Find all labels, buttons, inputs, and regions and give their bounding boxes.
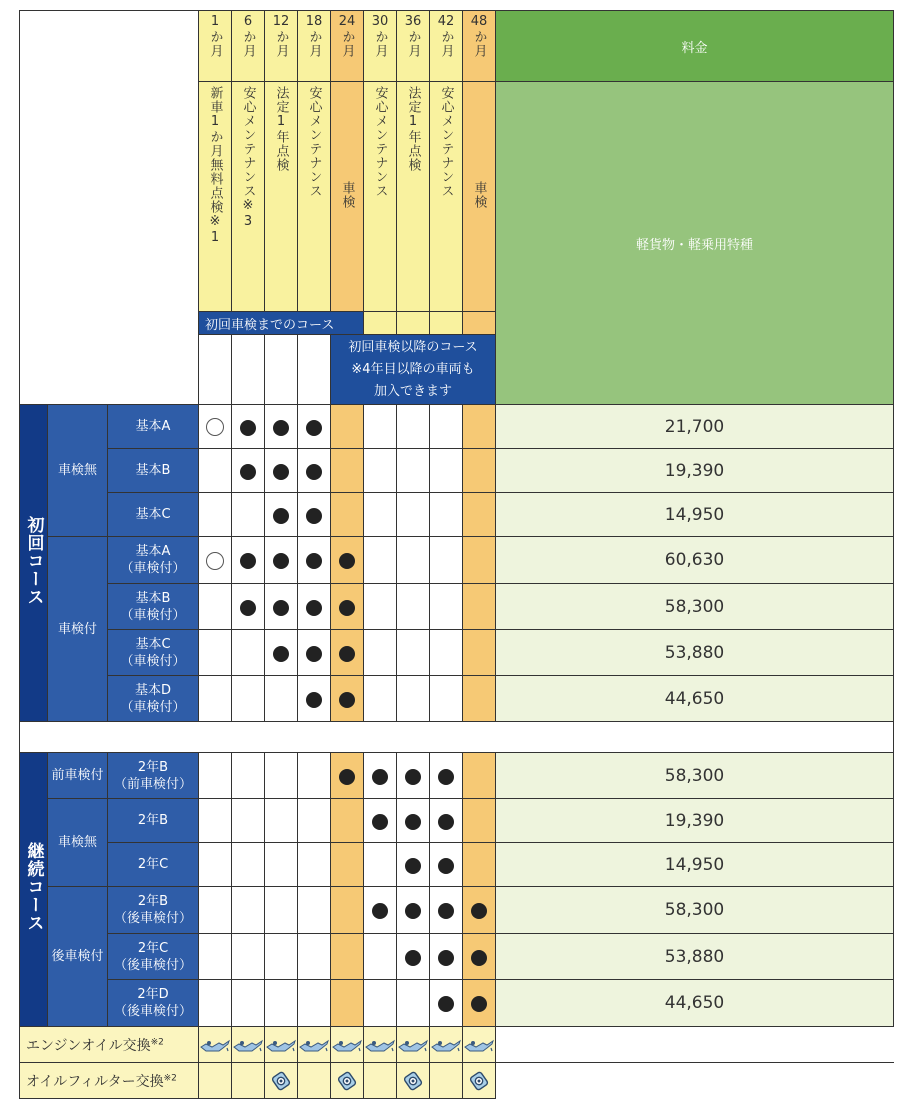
oil-can-icon <box>265 1039 297 1053</box>
schedule-cell <box>397 843 430 887</box>
inspection-header: 安心メンテナンス <box>298 82 331 312</box>
schedule-cell <box>397 449 430 493</box>
schedule-cell <box>397 799 430 843</box>
month-header: 42 か月 <box>430 11 463 82</box>
schedule-cell <box>331 980 364 1027</box>
schedule-cell <box>232 980 265 1027</box>
filled-circle-icon <box>306 600 322 616</box>
schedule-cell <box>199 843 232 887</box>
schedule-cell <box>298 537 331 584</box>
schedule-cell <box>463 493 496 537</box>
schedule-cell <box>298 887 331 934</box>
schedule-cell <box>364 493 397 537</box>
schedule-cell <box>331 449 364 493</box>
schedule-cell <box>463 934 496 980</box>
schedule-cell <box>430 449 463 493</box>
schedule-cell <box>430 584 463 630</box>
footer-cell <box>232 1027 265 1063</box>
plan-name: 基本B <box>108 449 199 493</box>
filled-circle-icon <box>339 692 355 708</box>
inspection-header: 安心メンテナンス <box>364 82 397 312</box>
plan-name: 基本A <box>108 405 199 449</box>
filled-circle-icon <box>405 858 421 874</box>
schedule-cell <box>397 934 430 980</box>
schedule-cell <box>463 843 496 887</box>
schedule-cell <box>232 887 265 934</box>
footer-cell <box>430 1027 463 1063</box>
schedule-cell <box>232 843 265 887</box>
schedule-cell <box>331 405 364 449</box>
filled-circle-icon <box>372 903 388 919</box>
month-header: 18 か月 <box>298 11 331 82</box>
schedule-cell <box>463 537 496 584</box>
schedule-cell <box>232 753 265 799</box>
oil-filter-icon <box>270 1070 292 1092</box>
filled-circle-icon <box>273 553 289 569</box>
plan-name: 2年B （前車検付） <box>108 753 199 799</box>
schedule-cell <box>331 630 364 676</box>
schedule-cell <box>331 934 364 980</box>
filled-circle-icon <box>471 903 487 919</box>
footer-cell <box>232 1063 265 1099</box>
filled-circle-icon <box>339 600 355 616</box>
schedule-cell <box>298 630 331 676</box>
oil-can-icon <box>199 1039 231 1053</box>
footer-cell <box>298 1027 331 1063</box>
plan-row <box>20 584 894 630</box>
schedule-cell <box>463 753 496 799</box>
footer-cell <box>199 1027 232 1063</box>
plan-name: 基本C （車検付） <box>108 630 199 676</box>
filled-circle-icon <box>405 814 421 830</box>
filled-circle-icon <box>339 553 355 569</box>
course-after-first-label: 初回車検以降のコース ※4年目以降の車両も 加入できます <box>331 335 496 405</box>
footer-label: エンジンオイル交換$^{※2}$ <box>20 1027 199 1063</box>
month-header: 6 か月 <box>232 11 265 82</box>
schedule-cell <box>430 493 463 537</box>
plan-name: 基本C <box>108 493 199 537</box>
month-header: 24 か月 <box>331 11 364 82</box>
oil-can-icon <box>364 1039 396 1053</box>
plan-name: 2年C （後車検付） <box>108 934 199 980</box>
inspection-header: 車検 <box>331 82 364 312</box>
plan-name: 2年B <box>108 799 199 843</box>
footer-cell <box>265 1063 298 1099</box>
filled-circle-icon <box>306 508 322 524</box>
schedule-cell <box>463 676 496 722</box>
footer-cell <box>199 1063 232 1099</box>
schedule-cell <box>199 934 232 980</box>
filled-circle-icon <box>405 950 421 966</box>
schedule-cell <box>430 676 463 722</box>
plan-row <box>20 753 894 799</box>
plan-row <box>20 887 894 934</box>
course-until-first-label: 初回車検までのコース <box>199 312 364 335</box>
oil-filter-icon <box>336 1070 358 1092</box>
group-with-inspection: 車検付 <box>48 537 108 722</box>
schedule-cell <box>199 753 232 799</box>
schedule-cell <box>298 676 331 722</box>
filled-circle-icon <box>306 464 322 480</box>
plan-row <box>20 799 894 843</box>
filled-circle-icon <box>273 508 289 524</box>
filled-circle-icon <box>438 769 454 785</box>
plan-row <box>20 934 894 980</box>
schedule-cell <box>232 630 265 676</box>
schedule-cell <box>331 493 364 537</box>
filled-circle-icon <box>438 950 454 966</box>
filled-circle-icon <box>471 996 487 1012</box>
schedule-cell <box>298 980 331 1027</box>
plan-row <box>20 980 894 1027</box>
schedule-cell <box>199 887 232 934</box>
filled-circle-icon <box>240 600 256 616</box>
inspection-header: 法定1年点検 <box>397 82 430 312</box>
price-cell: 60,630 <box>496 537 894 584</box>
schedule-cell <box>463 449 496 493</box>
schedule-cell <box>265 584 298 630</box>
plan-name: 基本A （車検付） <box>108 537 199 584</box>
price-cell: 19,390 <box>496 449 894 493</box>
schedule-cell <box>463 630 496 676</box>
schedule-cell <box>364 843 397 887</box>
price-cell: 19,390 <box>496 799 894 843</box>
schedule-cell <box>232 405 265 449</box>
plan-row <box>20 843 894 887</box>
schedule-cell <box>265 405 298 449</box>
schedule-cell <box>298 799 331 843</box>
schedule-cell <box>430 630 463 676</box>
schedule-cell <box>397 887 430 934</box>
schedule-cell <box>430 843 463 887</box>
month-header: 48 か月 <box>463 11 496 82</box>
plan-name: 基本D （車検付） <box>108 676 199 722</box>
schedule-cell <box>265 753 298 799</box>
schedule-cell <box>265 980 298 1027</box>
schedule-cell <box>397 537 430 584</box>
plan-row <box>20 630 894 676</box>
schedule-cell <box>364 405 397 449</box>
filled-circle-icon <box>438 903 454 919</box>
schedule-cell <box>298 449 331 493</box>
schedule-cell <box>232 449 265 493</box>
schedule-cell <box>199 584 232 630</box>
footer-cell <box>364 1027 397 1063</box>
plan-name: 2年B （後車検付） <box>108 887 199 934</box>
oil-can-icon <box>232 1039 264 1053</box>
schedule-cell <box>199 980 232 1027</box>
plan-row <box>20 676 894 722</box>
filled-circle-icon <box>273 600 289 616</box>
schedule-cell <box>397 584 430 630</box>
month-header: 1 か月 <box>199 11 232 82</box>
schedule-cell <box>364 537 397 584</box>
schedule-cell <box>463 584 496 630</box>
schedule-cell <box>298 584 331 630</box>
schedule-cell <box>199 799 232 843</box>
schedule-cell <box>232 934 265 980</box>
schedule-cell <box>265 493 298 537</box>
schedule-cell <box>265 676 298 722</box>
oil-filter-icon <box>402 1070 424 1092</box>
schedule-cell <box>232 493 265 537</box>
plan-row <box>20 405 894 449</box>
schedule-cell <box>397 676 430 722</box>
filled-circle-icon <box>372 814 388 830</box>
footer-cell <box>430 1063 463 1099</box>
footer-cell <box>364 1063 397 1099</box>
plan-row <box>20 449 894 493</box>
filled-circle-icon <box>438 814 454 830</box>
schedule-cell <box>430 537 463 584</box>
schedule-cell <box>364 449 397 493</box>
price-cell: 14,950 <box>496 493 894 537</box>
schedule-cell <box>364 753 397 799</box>
schedule-cell <box>298 934 331 980</box>
schedule-cell <box>298 493 331 537</box>
schedule-cell <box>199 405 232 449</box>
oil-can-icon <box>463 1039 495 1053</box>
oil-can-icon <box>298 1039 330 1053</box>
schedule-cell <box>199 449 232 493</box>
plan-name: 2年D （後車検付） <box>108 980 199 1027</box>
schedule-cell <box>364 934 397 980</box>
filled-circle-icon <box>240 464 256 480</box>
filled-circle-icon <box>372 769 388 785</box>
footer-cell <box>397 1027 430 1063</box>
schedule-cell <box>364 630 397 676</box>
inspection-header: 安心メンテナンス <box>430 82 463 312</box>
price-cell: 21,700 <box>496 405 894 449</box>
filled-circle-icon <box>339 646 355 662</box>
oil-can-icon <box>397 1039 429 1053</box>
oil-can-icon <box>430 1039 462 1053</box>
filled-circle-icon <box>339 769 355 785</box>
footer-cell <box>397 1063 430 1099</box>
price-cell: 53,880 <box>496 630 894 676</box>
schedule-cell <box>331 753 364 799</box>
schedule-cell <box>364 980 397 1027</box>
filled-circle-icon <box>273 464 289 480</box>
oil-filter-icon <box>468 1070 490 1092</box>
schedule-cell <box>430 980 463 1027</box>
footer-label: オイルフィルター交換$^{※2}$ <box>20 1063 199 1099</box>
filled-circle-icon <box>438 858 454 874</box>
filled-circle-icon <box>306 646 322 662</box>
schedule-cell <box>397 493 430 537</box>
filled-circle-icon <box>405 903 421 919</box>
open-circle-icon <box>206 418 224 436</box>
month-header: 36 か月 <box>397 11 430 82</box>
schedule-cell <box>430 934 463 980</box>
price-cell: 44,650 <box>496 676 894 722</box>
schedule-cell <box>298 843 331 887</box>
price-cell: 58,300 <box>496 887 894 934</box>
fee-header: 料金 <box>496 11 894 82</box>
filled-circle-icon <box>273 646 289 662</box>
price-cell: 58,300 <box>496 753 894 799</box>
schedule-cell <box>199 537 232 584</box>
plan-name: 基本B （車検付） <box>108 584 199 630</box>
price-cell: 53,880 <box>496 934 894 980</box>
schedule-cell <box>463 887 496 934</box>
schedule-cell <box>265 630 298 676</box>
schedule-cell <box>331 799 364 843</box>
group-post-inspection: 後車検付 <box>48 887 108 1027</box>
vehicle-type-header: 軽貨物・軽乗用特種 <box>496 82 894 405</box>
schedule-cell <box>463 405 496 449</box>
maintenance-pack-table-container <box>19 10 894 1099</box>
schedule-cell <box>397 630 430 676</box>
schedule-cell <box>364 799 397 843</box>
schedule-cell <box>331 676 364 722</box>
schedule-cell <box>397 753 430 799</box>
inspection-header: 法定1年点検 <box>265 82 298 312</box>
filled-circle-icon <box>306 553 322 569</box>
plan-name: 2年C <box>108 843 199 887</box>
schedule-cell <box>331 537 364 584</box>
plan-row <box>20 537 894 584</box>
schedule-cell <box>331 887 364 934</box>
schedule-cell <box>364 676 397 722</box>
filled-circle-icon <box>273 420 289 436</box>
schedule-cell <box>430 799 463 843</box>
schedule-cell <box>265 449 298 493</box>
schedule-cell <box>199 676 232 722</box>
first-course-label: 初回コース <box>20 405 48 722</box>
filled-circle-icon <box>306 692 322 708</box>
schedule-cell <box>331 584 364 630</box>
schedule-cell <box>298 753 331 799</box>
group-no-inspection: 車検無 <box>48 799 108 887</box>
price-cell: 44,650 <box>496 980 894 1027</box>
filled-circle-icon <box>306 420 322 436</box>
group-pre-inspection: 前車検付 <box>48 753 108 799</box>
inspection-header: 新車1か月無料点検※1 <box>199 82 232 312</box>
open-circle-icon <box>206 552 224 570</box>
schedule-cell <box>265 799 298 843</box>
footer-cell <box>463 1027 496 1063</box>
inspection-header: 車検 <box>463 82 496 312</box>
schedule-cell <box>430 753 463 799</box>
footer-cell <box>463 1063 496 1099</box>
filled-circle-icon <box>438 996 454 1012</box>
schedule-cell <box>397 980 430 1027</box>
price-cell: 58,300 <box>496 584 894 630</box>
schedule-cell <box>463 980 496 1027</box>
schedule-cell <box>265 537 298 584</box>
month-header: 12 か月 <box>265 11 298 82</box>
schedule-cell <box>430 405 463 449</box>
schedule-cell <box>331 843 364 887</box>
schedule-cell <box>265 934 298 980</box>
schedule-cell <box>298 405 331 449</box>
schedule-cell <box>232 537 265 584</box>
inspection-header: 安心メンテナンス※3 <box>232 82 265 312</box>
schedule-cell <box>232 584 265 630</box>
schedule-cell <box>232 799 265 843</box>
schedule-cell <box>265 843 298 887</box>
maintenance-pack-table <box>19 10 894 1099</box>
footer-cell <box>331 1063 364 1099</box>
filled-circle-icon <box>240 553 256 569</box>
footer-cell <box>331 1027 364 1063</box>
schedule-cell <box>265 887 298 934</box>
price-cell: 14,950 <box>496 843 894 887</box>
month-header: 30 か月 <box>364 11 397 82</box>
schedule-cell <box>364 584 397 630</box>
continuing-course-label: 継続コース <box>20 753 48 1027</box>
oil-can-icon <box>331 1039 363 1053</box>
plan-row <box>20 493 894 537</box>
schedule-cell <box>199 493 232 537</box>
filled-circle-icon <box>471 950 487 966</box>
schedule-cell <box>397 405 430 449</box>
filled-circle-icon <box>240 420 256 436</box>
schedule-cell <box>430 887 463 934</box>
corner-blank <box>20 11 199 405</box>
filled-circle-icon <box>405 769 421 785</box>
schedule-cell <box>199 630 232 676</box>
group-no-inspection: 車検無 <box>48 405 108 537</box>
footer-cell <box>298 1063 331 1099</box>
schedule-cell <box>463 799 496 843</box>
footer-cell <box>265 1027 298 1063</box>
schedule-cell <box>232 676 265 722</box>
schedule-cell <box>364 887 397 934</box>
